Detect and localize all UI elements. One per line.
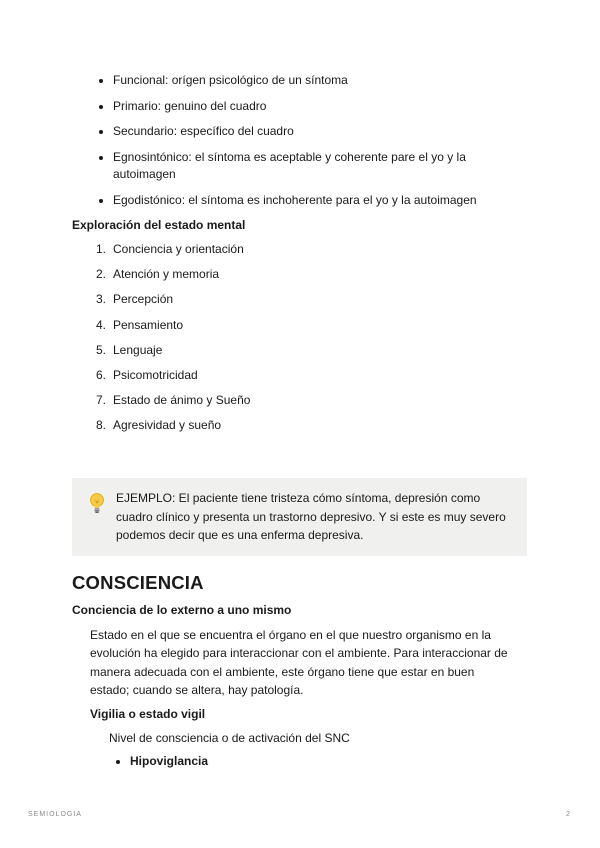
list-item bbox=[96, 317, 496, 335]
symptom-types-list bbox=[96, 72, 526, 217]
callout-text: EJEMPLO: El paciente tiene tristeza cómo síntoma, depresión como cuadro clínico y presenta un trastorno depresivo. Y si este es muy severo podemos decir que es una enferma depresiva. bbox=[116, 491, 506, 542]
list-item bbox=[96, 266, 496, 284]
item-text: Lenguaje bbox=[113, 342, 163, 357]
lightbulb-icon bbox=[86, 490, 108, 516]
page-number: 2 bbox=[566, 811, 570, 818]
exploration-list bbox=[96, 241, 496, 443]
section-title: CONSCIENCIA bbox=[72, 572, 204, 593]
item-text: Estado de ánimo y Sueño bbox=[113, 393, 251, 408]
list-item bbox=[96, 417, 496, 435]
list-item bbox=[96, 367, 496, 385]
item-text: Conciencia y orientación bbox=[113, 242, 244, 256]
hypovigilance-bullet: Hipoviglancia bbox=[112, 754, 208, 768]
vigilia-heading: Vigilia o estado vigil bbox=[90, 707, 206, 721]
vigilia-text: Nivel de consciencia o de activación del SNC bbox=[109, 731, 350, 745]
item-text: Pensamiento bbox=[113, 317, 184, 332]
list-item: Egodistónico: el síntoma es inchoherente para el yo y la autoimagen bbox=[96, 192, 526, 210]
paragraph: Estado en el que se encuentra el órgano en el que nuestro organismo en la evolución ha elegido para interaccionar con el ambiente. Para interaccionar de manera adecuada con el ambiente, este órgano tiene que estar en buen estado; cuando se altera, hay patología. bbox=[90, 628, 508, 697]
list-item bbox=[96, 241, 496, 259]
item-number: 6. bbox=[96, 367, 107, 382]
item-text: Atención y memoria bbox=[113, 267, 220, 282]
item-number: 7. bbox=[96, 393, 107, 408]
subheading: Conciencia de lo externo a uno mismo bbox=[72, 603, 292, 617]
item-number: 5. bbox=[96, 342, 107, 357]
footer-label: SEMIOLOGIA bbox=[28, 811, 82, 818]
item-number: 2. bbox=[96, 267, 107, 282]
list-item bbox=[96, 342, 496, 360]
example-callout bbox=[72, 478, 527, 556]
list-item: Egnosintónico: el síntoma es aceptable y coherente pare el yo y la autoimagen bbox=[96, 149, 526, 184]
list-item: Funcional: orígen psicológico de un síntoma bbox=[96, 72, 526, 90]
exploration-heading: Exploración del estado mental bbox=[72, 218, 246, 232]
item-number: 8. bbox=[96, 418, 107, 433]
list-item bbox=[96, 392, 496, 410]
item-number: 3. bbox=[96, 292, 107, 307]
item-text: Psicomotricidad bbox=[113, 367, 198, 382]
item-text: Percepción bbox=[113, 292, 174, 307]
item-text: Agresividad y sueño bbox=[113, 418, 222, 433]
list-item bbox=[96, 291, 496, 309]
item-number: 1. bbox=[96, 242, 107, 256]
list-item: Primario: genuino del cuadro bbox=[96, 98, 526, 116]
item-number: 4. bbox=[96, 317, 107, 332]
list-item: Secundario: específico del cuadro bbox=[96, 123, 526, 141]
